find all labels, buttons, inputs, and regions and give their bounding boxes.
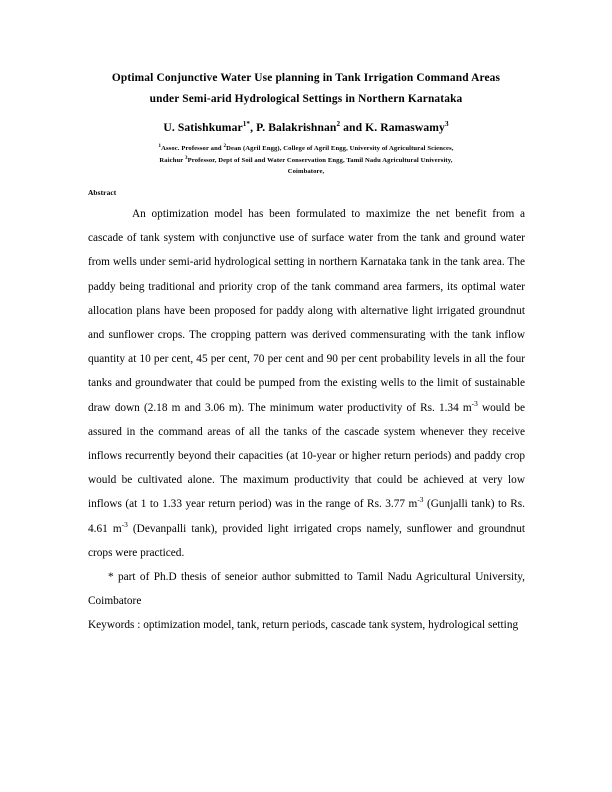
page-title — [88, 68, 524, 110]
thesis-footnote: * part of Ph.D thesis of seneior author submitted to Tamil Nadu Agricultural University, Coimbatore — [88, 571, 525, 608]
affiliation-line-3: Coimbatore, — [287, 168, 325, 175]
author-1-superscript: 1* — [242, 120, 251, 129]
title-line-2: under Semi-arid Hydrological Settings in Northern Karnataka — [149, 93, 463, 105]
author-3-name: K. Ramaswamy — [365, 121, 445, 134]
author-list — [88, 119, 524, 136]
abstract-text-part-1: An optimization model has been formulated to maximize the net benefit from a cascade of tank system with conjunctive use of surface water from the tank and ground water from wells under semi-arid hydrological setting in northern Karnataka tank in the tank area. The paddy being traditional and priority crop of the tank command area farmers, its optimal water allocation plans have been proposed for paddy along with alternative light irrigated groundnut and sunflower crops. The cropping pattern was derived commensurating with the tank inflow quantity at 10 per cent, 45 per cent, 70 per cent and 90 per cent probability levels in all the four tanks and groundwater that could be pumped from the existing wells to the limit of sustainable draw down (2.18 m and 3.06 m). The minimum water productivity of Rs. 1.34 m — [88, 208, 525, 414]
affiliation-2-text-a: Raichur — [159, 156, 185, 164]
abstract-paragraph — [88, 202, 525, 565]
affiliation-line-2 — [62, 155, 550, 167]
author-1-name: U. Satishkumar — [163, 121, 243, 134]
author-3-superscript: 3 — [444, 120, 449, 129]
affiliation-line-1 — [62, 143, 550, 155]
unit-exponent-1: -3 — [471, 398, 478, 408]
affiliation-2-marker: 2 — [223, 143, 227, 149]
abstract-text-part-4: (Devanpalli tank), provided light irrigated crops namely, sunflower and groundnut crops were practiced. — [88, 522, 525, 559]
author-2-name: P. Balakrishnan — [256, 121, 337, 134]
affiliation-1-text-b: Dean (Agril Engg), College of Agril Engg, University of Agricultural Sciences, — [226, 145, 454, 152]
author-2-superscript: 2 — [336, 120, 341, 129]
abstract-text-part-3: (Gunjalli tank) to Rs. 4.61 m — [88, 498, 526, 535]
affiliation-2-text-b: Professor, Dept of Soil and Water Conservation Engg, Tamil Nadu Agricultural University, — [187, 156, 453, 164]
unit-exponent-3: -3 — [121, 519, 128, 529]
affiliation-block — [62, 143, 550, 178]
affiliation-1-marker: 1 — [158, 143, 162, 149]
affiliation-1-text-a: Assoc. Professor and — [161, 145, 224, 152]
author-separator-1: , — [250, 121, 257, 134]
keywords-line: Keywords : optimization model, tank, return periods, cascade tank system, hydrological setting — [88, 619, 519, 632]
unit-exponent-2: -3 — [417, 495, 424, 505]
author-separator-2: and — [340, 121, 366, 134]
abstract-text-part-2: would be assured in the command areas of all the tanks of the cascade system whenever they receive inflows recurrently beyond their capacities (at 10-year or higher return periods) and paddy crop would be cultivated alone. The maximum productivity that could be achieved at very low inflows (at 1 to 1.33 year return period) was in the range of Rs. 3.77 m — [88, 401, 525, 511]
abstract-heading: Abstract — [88, 188, 117, 197]
abstract-body — [88, 202, 525, 638]
title-line-1: Optimal Conjunctive Water Use planning in Tank Irrigation Command Areas — [111, 72, 501, 84]
affiliation-3-marker: 3 — [185, 155, 188, 161]
